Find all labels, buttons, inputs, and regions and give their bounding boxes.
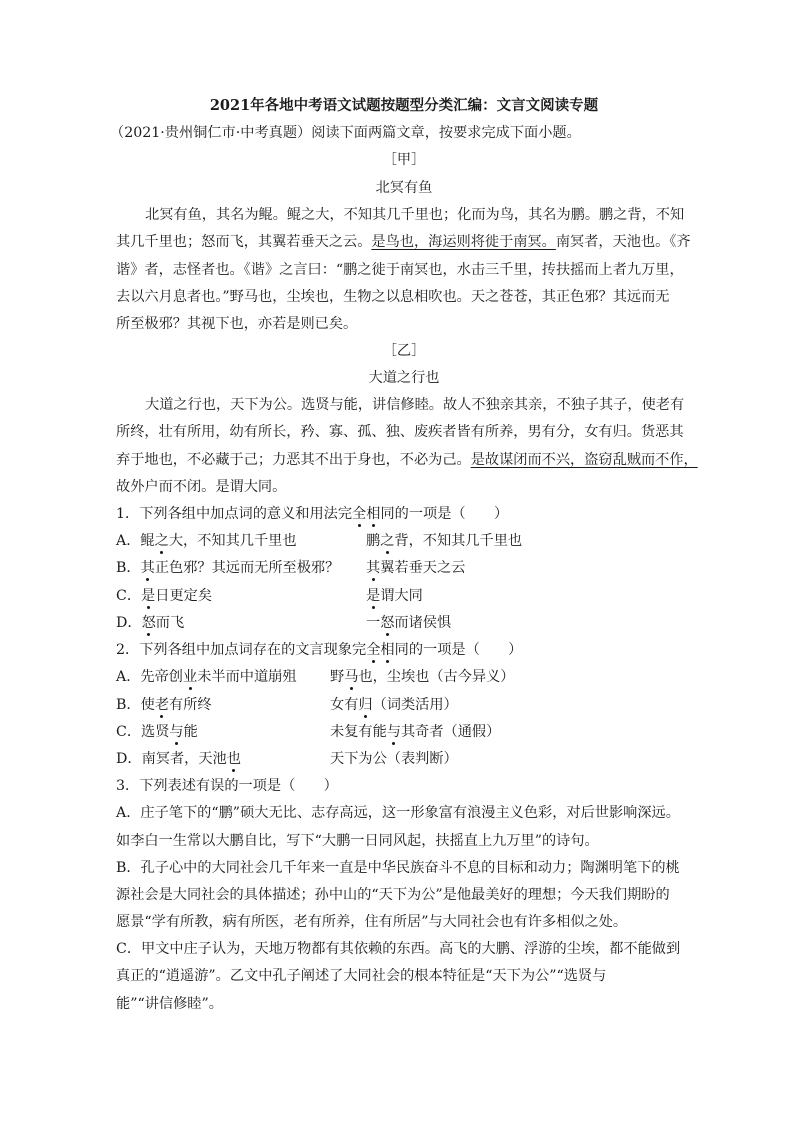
option-text: （词类活用）: [372, 697, 458, 713]
underlined-sentence: 是鸟也，海运则将徙于南冥。: [371, 234, 556, 250]
passage-a-marker: ［甲］: [382, 152, 426, 168]
question-3-option-b-cont: 愿景“学有所教，病有所医，老有所养，住有所居”与大同社会也有许多相似之处。: [116, 914, 628, 930]
option-a-right: [366, 532, 522, 550]
passage-text: 南冥者，天池也。《齐: [555, 234, 691, 250]
question-3-option-b-cont: 源社会是大同社会的具体描述；孙中山的“天下为公”是他最美好的理想；今天我们期盼的: [116, 887, 670, 903]
question-3-option-b: B．孔子心中的大同社会几千年来一直是中华民族奋斗不息的目标和动力；陶渊明笔下的桃: [116, 860, 680, 876]
passage-a-line: 去以六月息者也。”野马也，尘埃也，生物之以息相吹也。天之苍苍，其正色邪？其远而无: [116, 289, 670, 305]
option-text: D．南冥者，天池: [116, 751, 227, 767]
option-text: 野: [330, 669, 345, 685]
option-b-right: [366, 559, 465, 577]
dotted-char: 怒: [141, 615, 156, 631]
dotted-char: 与: [169, 724, 184, 740]
question-3-option-c-cont: 真正的“逍遥游”。乙文中孔子阐述了大同社会的根本特征是“天下为公”“选贤与: [116, 968, 607, 984]
dotted-char: 老: [154, 697, 170, 713]
stem-text: 同的一项是（ ）: [380, 506, 509, 522]
dotted-char: 业: [183, 669, 198, 685]
dotted-char: 全: [366, 642, 381, 658]
option-text: D．: [116, 615, 142, 631]
question-3-stem: 3．下列表述有误的一项是（ ）: [116, 778, 338, 794]
passage-a-line: 所至极邪？其视下也，亦若是则已矣。: [116, 316, 358, 332]
dotted-char: 怒: [380, 615, 395, 631]
option-text: 有所终: [169, 697, 212, 713]
option-text: C．: [116, 588, 142, 604]
option-c-right: [330, 723, 500, 741]
dotted-char: 是: [141, 588, 156, 604]
passage-text: 弃于地也，不必藏于己；力恶其不出于身也，不必为己。: [116, 452, 471, 468]
option-text: 鹏: [366, 533, 381, 549]
dotted-char: 也: [226, 751, 241, 767]
dotted-char: 之: [380, 533, 395, 549]
passage-a-line: 北冥有鱼，其名为鲲。鲲之大，不知其几千里也；化而为鸟，其名为鹏。鹏之背，不知: [145, 207, 685, 223]
question-1-option-a: [116, 532, 692, 550]
option-text: C．选贤: [116, 724, 170, 740]
option-text: 正色邪？其远而无所至极邪？: [154, 560, 340, 576]
dotted-char: 其: [140, 560, 155, 576]
option-text: 而飞: [155, 615, 185, 631]
question-3-option-a-cont: 如李白一生常以大鹏自比，写下“大鹏一日同风起，扶摇直上九万里”的诗句。: [116, 833, 599, 849]
option-text: B．: [116, 560, 141, 576]
option-text: 一: [366, 615, 381, 631]
passage-b-heading: 大道之行也: [368, 370, 440, 386]
option-b-right: [330, 696, 458, 714]
option-d-right: 天下为公（表判断）: [330, 751, 458, 767]
option-text: 翼若垂天之云: [380, 560, 466, 576]
option-text: 未半而中道崩殂: [197, 669, 297, 685]
dotted-char: 之: [154, 533, 169, 549]
passage-text: 其几千里也；怒而飞，其翼若垂天之云。: [116, 234, 372, 250]
question-3-option-c-cont: 能”“讲信修睦”。: [116, 996, 223, 1012]
option-text: A．先帝创: [116, 669, 183, 685]
question-2-option-d: [116, 750, 692, 768]
option-text: B．使: [116, 697, 155, 713]
option-text: 大，不知其几千里也: [168, 533, 297, 549]
document-title: 2021年各地中考语文试题按题型分类汇编：文言文阅读专题: [209, 97, 599, 114]
question-2-option-b: [116, 696, 692, 714]
stem-text: 1．下列各组中加点词的意义和用法完: [116, 506, 353, 522]
question-2-option-c: [116, 723, 692, 741]
dotted-char: 其: [366, 560, 381, 576]
option-text: 能: [183, 724, 198, 740]
option-d-right: [366, 614, 451, 632]
stem-text: 同的一项是（ ）: [394, 642, 523, 658]
question-1-option-d: [116, 614, 692, 632]
question-2-option-a: [116, 668, 692, 686]
passage-a-line: 谐》者，志怪者也。《谐》之言曰：“鹏之徙于南冥也，水击三千里，抟扶摇而上者九万里，: [116, 262, 684, 278]
passage-a-heading: 北冥有鱼: [375, 180, 433, 196]
dotted-char: 相: [366, 506, 381, 522]
underlined-sentence: 是故谋闭而不兴，盗窃乱贼而不作，: [470, 452, 698, 468]
question-intro: （2021·贵州铜仁市·中考真题）阅读下面两篇文章，按要求完成下面小题。: [110, 125, 581, 141]
passage-b-line: 故外户而不闭。是谓大同。: [116, 479, 287, 495]
option-text: 其奇者（通假）: [400, 724, 501, 740]
option-text: 未复有能: [330, 724, 387, 740]
option-text: 谓大同: [380, 588, 423, 604]
dotted-char: 全: [352, 506, 367, 522]
question-1-stem: [116, 505, 692, 523]
dotted-char: 归: [358, 697, 373, 713]
dotted-char: 相: [380, 642, 395, 658]
option-text: 而诸侯惧: [394, 615, 452, 631]
option-text: 女有: [330, 697, 359, 713]
stem-text: 2．下列各组中加点词存在的文言现象完: [116, 642, 367, 658]
option-text: 背，不知其几千里也: [394, 533, 523, 549]
question-3-option-a: A．庄子笔下的“鹏”硕大无比、志存高远，这一形象富有浪漫主义色彩，对后世影响深远。: [116, 805, 680, 821]
dotted-char: 是: [366, 588, 381, 604]
passage-b-line: 大道之行也，天下为公。选贤与能，讲信修睦。故人不独亲其亲，不独子其子，使老有: [145, 397, 685, 413]
option-text: A．鲲: [116, 533, 155, 549]
passage-b-line: 所终，壮有所用，幼有所长，矜、寡、孤、独、废疾者皆有所养，男有分，女有归。货恶其: [116, 424, 684, 440]
passage-b-marker: ［乙］: [382, 343, 426, 359]
dotted-char: 与: [386, 724, 401, 740]
question-3-option-c: C．甲文中庄子认为，天地万物都有其依赖的东西。高飞的大鹏、浮游的尘埃，都不能做到: [116, 941, 681, 957]
question-1-option-b: [116, 559, 692, 577]
dotted-char: 马: [344, 669, 359, 685]
option-text: 也，尘埃也（古今异义）: [358, 669, 515, 685]
passage-a-line: [116, 233, 692, 251]
question-2-stem: [116, 641, 692, 659]
option-text: 日更定矣: [155, 588, 213, 604]
option-c-right: [366, 587, 423, 605]
question-1-option-c: [116, 587, 692, 605]
passage-b-line: [116, 451, 698, 469]
option-a-right: [330, 668, 514, 686]
